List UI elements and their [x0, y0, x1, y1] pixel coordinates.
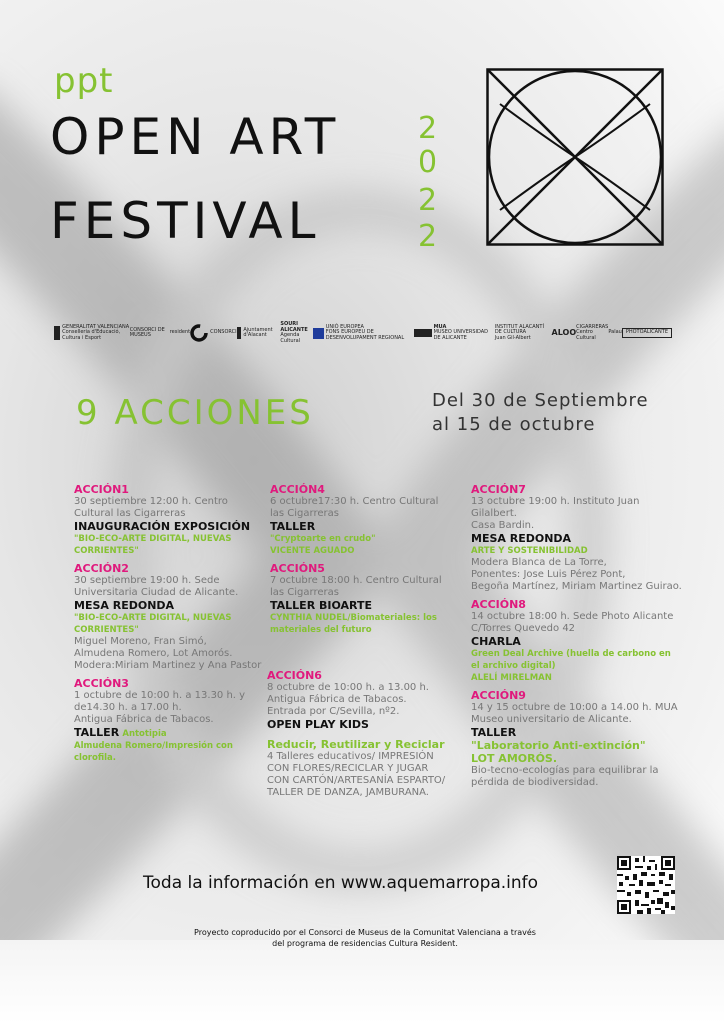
action-4-detail: 6 octubre17:30 h. Centro Cultural	[270, 496, 439, 507]
action-9-speaker: LOT AMORÓS.	[471, 752, 558, 765]
festival-dates	[432, 389, 649, 437]
sponsor-resident: resident	[169, 329, 191, 336]
action-8-topic: el archivo digital)	[471, 661, 556, 671]
generalitat-icon	[54, 326, 60, 340]
sponsor-ue: UNIÓ EUROPEA FONS EUROPEU DE DESENVOLUPAMENT REGIONAL	[313, 325, 414, 342]
action-6-heading: ACCIÓN6	[267, 669, 322, 682]
action-2-detail: 30 septiembre 19:00 h. Sede	[74, 575, 220, 586]
action-2-type: MESA REDONDA	[74, 599, 175, 612]
action-9-detail: Museo universitario de Alicante.	[471, 714, 632, 725]
sponsor-photoalicante: PHOTOALICANTE	[622, 328, 672, 338]
action-6-workshops: CON FLORES/RECICLAR Y JUGAR	[267, 763, 429, 774]
action-6-detail: 8 octubre de 10:00 h. a 13.00 h.	[267, 682, 429, 693]
action-7-speakers: Begoña Martínez, Miriam Martinez Guirao.	[471, 581, 682, 592]
action-1-type: INAUGURACIÓN EXPOSICIÓN	[74, 520, 251, 533]
action-2-detail: Universitaria Ciudad de Alicante.	[74, 587, 239, 598]
action-7-type: MESA REDONDA	[471, 532, 572, 545]
actions-column-3	[471, 483, 686, 789]
action-8-heading: ACCIÓN8	[471, 598, 526, 611]
credit-note	[160, 927, 570, 949]
action-8-type: CHARLA	[471, 635, 521, 648]
dates-line-2: al 15 de octubre	[432, 414, 596, 435]
action-3-topic: clorofila.	[74, 753, 117, 763]
sponsor-aloo: ALOO	[551, 327, 577, 337]
action-3-detail: 1 octubre de 10:00 h. a 13.30 h. y	[74, 690, 246, 701]
sponsor-mua: MUA MUSEO UNIVERSIDAD DE ALICANTE	[414, 325, 495, 342]
sponsor-c-logo: CONSORCI	[190, 324, 236, 342]
action-7-detail: 13 octubre 19:00 h. Instituto Juan Gilalbert.	[471, 496, 640, 519]
action-1-topic: "BIO-ECO-ARTE DIGITAL, NUEVAS	[74, 534, 232, 544]
action-7-heading: ACCIÓN7	[471, 483, 526, 496]
action-2-speakers: Miguel Moreno, Fran Simó,	[74, 636, 207, 647]
action-5-topic: CYNTHIA NUDEL/Biomateriales: los	[270, 613, 437, 623]
action-9-description: pérdida de biodiversidad.	[471, 777, 599, 788]
action-5-detail: 7 octubre 18:00 h. Centro Cultural	[270, 575, 442, 586]
credit-line-2: del programa de residencias Cultura Resident.	[272, 939, 458, 948]
actions-column-2	[270, 483, 450, 652]
action-2-topic: "BIO-ECO-ARTE DIGITAL, NUEVAS	[74, 613, 232, 623]
action-4-topic: "Cryptoarte en crudo"	[270, 534, 376, 544]
year-digit-3: 2	[418, 183, 438, 218]
action-8-topic: Green Deal Archive (huella de carbono en	[471, 649, 671, 659]
action-6-workshops: 4 Talleres educativos/ IMPRESIÓN	[267, 751, 434, 762]
year-digit-1: 2	[418, 111, 438, 146]
sponsor-generalitat: GENERALITAT VALENCIANA Conselleria d'Educació, Cultura i Esport	[54, 325, 130, 342]
action-1-detail: 30 septiembre 12:00 h. Centro	[74, 496, 228, 507]
sponsor-ajuntament: Ajuntament d'Alacant	[237, 327, 281, 339]
action-8-speaker: ALELÍ MIRELMAN	[471, 673, 552, 683]
action-6-workshops: CON CARTÓN/ARTESANÍA ESPARTO/	[267, 775, 446, 786]
sponsor-cigarreras: CIGARRERAS Centro Cultural	[576, 323, 609, 341]
action-6-detail: Antigua Fábrica de Tabacos.	[267, 694, 407, 705]
info-website[interactable]: Toda la información en www.aquemarropa.info	[143, 873, 539, 893]
action-5-topic: materiales del futuro	[270, 625, 372, 635]
sponsor-palau: Palau	[608, 329, 622, 336]
action-4-speaker: VICENTE AGUADO	[270, 546, 355, 556]
action-2-moderator: Modera:Miriam Martinez y Ana Pastor	[74, 660, 262, 671]
action-5-type: TALLER BIOARTE	[270, 599, 373, 612]
bottom-fade	[0, 940, 724, 1024]
title-line-2: FESTIVAL	[50, 192, 321, 250]
action-5-heading: ACCIÓN5	[270, 562, 325, 575]
action-2-topic: CORRIENTES"	[74, 625, 139, 635]
action-2-heading: ACCIÓN2	[74, 562, 129, 575]
action-9-type: TALLER	[471, 726, 517, 739]
action-4-type: TALLER	[270, 520, 316, 533]
acciones-title: 9 ACCIONES	[76, 393, 314, 433]
action-3-detail: de14.30 h. a 17.00 h.	[74, 702, 182, 713]
c-logo-icon	[190, 324, 208, 342]
crest-icon	[237, 327, 242, 339]
qr-code-icon[interactable]	[617, 856, 675, 914]
sponsor-souri: SOURI ALICANTE Agenda Cultural	[280, 321, 308, 344]
title-line-1: OPEN ART	[50, 108, 341, 166]
action-8-detail: 14 octubre 18:00 h. Sede Photo Alicante	[471, 611, 674, 622]
action-8-detail: C/Torres Quevedo 42	[471, 623, 576, 634]
eu-flag-icon	[313, 328, 324, 339]
action-4-detail: las Cigarreras	[270, 508, 339, 519]
action-3-detail: Antigua Fábrica de Tabacos.	[74, 714, 214, 725]
action-1-detail: Cultural las Cigarreras	[74, 508, 186, 519]
action-7-speakers: Modera Blanca de La Torre,	[471, 557, 607, 568]
action-9-topic: "Laboratorio Anti-extinción"	[471, 739, 646, 752]
action-4-heading: ACCIÓN4	[270, 483, 325, 496]
actions-column-1	[74, 483, 264, 764]
actions-column-2b	[267, 669, 452, 799]
action-6-type: OPEN PLAY KIDS	[267, 718, 369, 731]
action-7-topic: ARTE Y SOSTENIBILIDAD	[471, 546, 588, 556]
sponsor-logos	[54, 318, 672, 348]
credit-line-1: Proyecto coproducido por el Consorci de Museus de la Comunitat Valenciana a través	[194, 928, 536, 937]
sponsor-iac: INSTITUT ALACANTÍ DE CULTURA Juan Gil-Albert	[494, 323, 544, 341]
action-1-heading: ACCIÓN1	[74, 483, 129, 496]
action-5-detail: las Cigarreras	[270, 587, 339, 598]
action-6-workshops: TALLER DE DANZA, JAMBURANA.	[267, 787, 429, 798]
action-3-type-suffix: Antotipia	[122, 729, 167, 739]
action-6-detail: Entrada por C/Sevilla, nº2.	[267, 706, 400, 717]
action-9-description: Bio-tecno-ecologías para equilibrar la	[471, 765, 659, 776]
action-9-heading: ACCIÓN9	[471, 689, 526, 702]
action-3-topic: Almudena Romero/Impresión con	[74, 741, 233, 751]
dates-line-1: Del 30 de Septiembre	[432, 390, 649, 411]
sponsor-consorci: CONSORCI DE MUSEUS	[129, 326, 165, 338]
action-2-speakers: Almudena Romero, Lot Amorós.	[74, 648, 233, 659]
action-9-detail: 14 y 15 octubre de 10:00 a 14.00 h. MUA	[471, 702, 678, 713]
mua-building-icon	[414, 329, 432, 337]
brand-prefix: ppt	[54, 61, 114, 101]
action-7-speakers: Ponentes: Jose Luis Pérez Pont,	[471, 569, 626, 580]
action-1-topic: CORRIENTES"	[74, 546, 139, 556]
action-7-detail: Casa Bardin.	[471, 520, 535, 531]
year-digit-4: 2	[418, 219, 438, 254]
festival-x-logo	[486, 68, 664, 246]
action-3-heading: ACCIÓN3	[74, 677, 129, 690]
action-3-type: TALLER	[74, 726, 120, 739]
year-digit-2: 0	[418, 145, 438, 180]
action-6-topic: Reducir, Reutilizar y Reciclar	[267, 738, 445, 751]
